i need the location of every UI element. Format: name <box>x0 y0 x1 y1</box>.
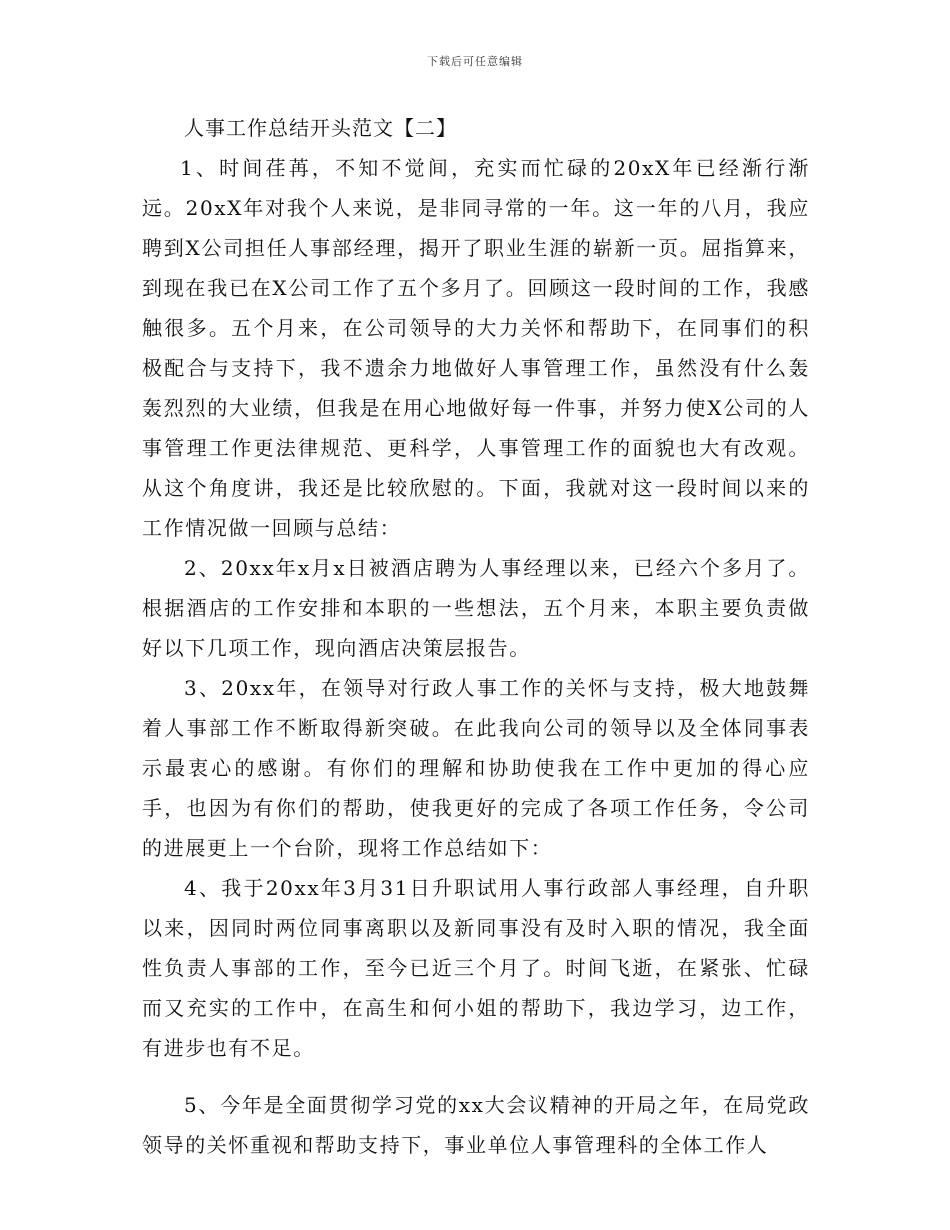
paragraph-2: 2、20xx年x月x日被酒店聘为人事经理以来，已经六个多月了。根据酒店的工作安排和本职的一些想法，五个月来，本职主要负责做好以下几项工作，现向酒店决策层报告。 <box>142 556 810 660</box>
paragraph-1: 1、时间荏苒，不知不觉间，充实而忙碌的20xX年已经渐行渐远。20xX年对我个人来说，是非同寻常的一年。这一年的八月，我应聘到X公司担任人事部经理，揭开了职业生涯的崭新一页。屈指算来，到现在我已在X公司工作了五个多月了。回顾这一段时间的工作，我感触很多。五个月来，在公司领导的大力关怀和帮助下，在同事们的积极配合与支持下，我不遗余力地做好人事管理工作，虽然没有什么轰轰烈烈的大业绩，但我是在用心地做好每一件事，并努力使X公司的人事管理工作更法律规范、更科学，人事管理工作的面貌也大有改观。从这个角度讲，我还是比较欣慰的。下面，我就对这一段时间以来的工作情况做一回顾与总结： <box>142 156 810 540</box>
document-title: 人事工作总结开头范文【二】 <box>184 116 457 140</box>
document-body <box>142 108 810 1165</box>
paragraph-5: 5、今年是全面贯彻学习党的xx大会议精神的开局之年，在局党政领导的关怀重视和帮助支持下，事业单位人事管理科的全体工作人 <box>142 1093 810 1157</box>
paragraph-4: 4、我于20xx年3月31日升职试用人事行政部人事经理，自升职以来，因同时两位同事离职以及新同事没有及时入职的情况，我全面性负责人事部的工作，至今已近三个月了。时间飞逝，在紧张、忙碌而又充实的工作中，在高生和何小姐的帮助下，我边学习，边工作，有进步也有不足。 <box>142 876 810 1060</box>
header-note: 下载后可任意编辑 <box>427 55 523 68</box>
paragraph-3: 3、20xx年，在领导对行政人事工作的关怀与支持，极大地鼓舞着人事部工作不断取得新突破。在此我向公司的领导以及全体同事表示最衷心的感谢。有你们的理解和协助使我在工作中更加的得心应手，也因为有你们的帮助，使我更好的完成了各项工作任务，令公司的进展更上一个台阶，现将工作总结如下： <box>142 676 810 860</box>
